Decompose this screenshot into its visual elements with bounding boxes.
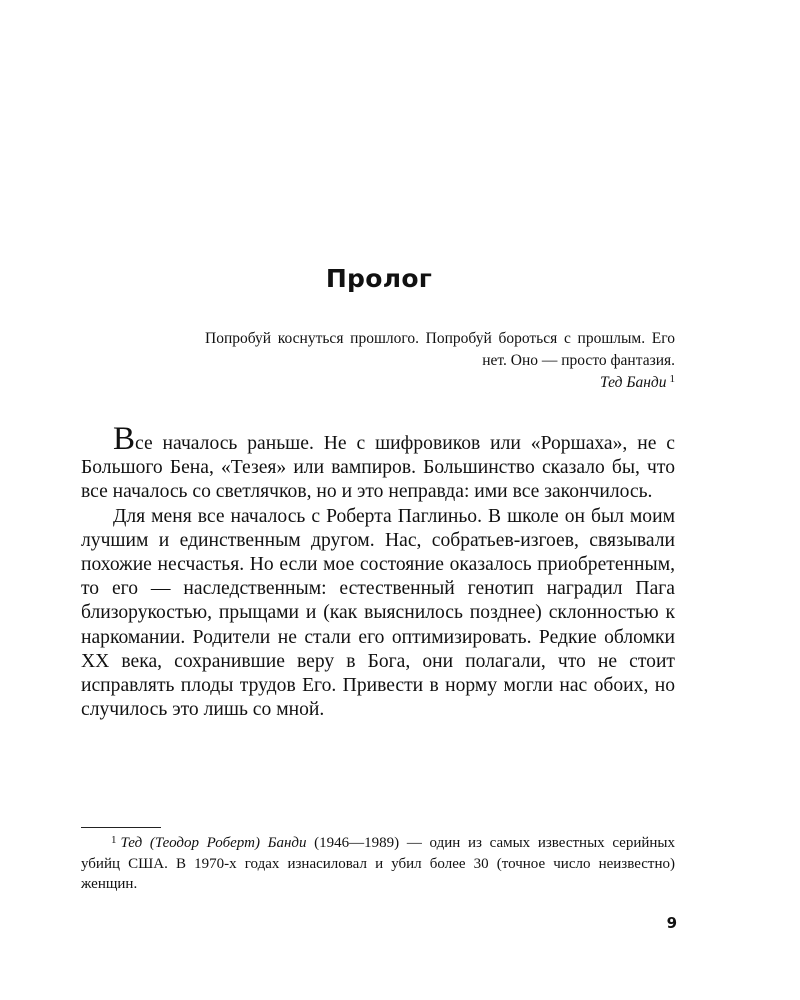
footnote-number: 1: [111, 834, 117, 846]
paragraph: [81, 421, 675, 505]
drop-cap: В: [113, 421, 136, 457]
chapter-title: Пролог: [325, 264, 433, 293]
epigraph-attribution: [205, 372, 675, 394]
footnote-reference[interactable]: 1: [669, 373, 675, 385]
footnote-text: (1946—1989) — один из самых известных серийных убийц США. В 1970-х годах изнасиловал и убил более 30 (точное число неизвестно) женщин.: [81, 835, 675, 892]
paragraph-text: се началось раньше. Не с шифровиков или «Роршаха», не с Большого Бена, «Тезея» или вампиров. Большинство сказало бы, что все началось со светлячков, но и это неправда: ими все закончилось.: [81, 433, 675, 503]
footnote: [81, 833, 675, 895]
epigraph-author: Тед Банди: [600, 374, 667, 391]
footnote-divider: [81, 827, 161, 828]
paragraph: Для меня все началось с Роберта Паглиньо. В школе он был моим лучшим и единственным другом. Нас, собратьев-изгоев, связывали похожие несчастья. Но если мое состояние оказалось приобретенным, то его — наследственным: естественный генотип наградил Пага близорукостью, прыщами и (как выяснилось позднее) склонностью к наркомании. Родители не стали его оптимизировать. Редкие обломки XX века, сохранившие веру в Бога, они полагали, что не стоит исправлять плоды трудов Его. Привести в норму могли нас обоих, но случилось это лишь со мной.: [81, 505, 675, 721]
page-number: 9: [666, 914, 677, 932]
footnote-name: Тед (Теодор Роберт) Банди: [120, 835, 307, 851]
epigraph-text: Попробуй коснуться прошлого. Попробуй бороться с прошлым. Его нет. Оно — просто фантазия.: [205, 330, 675, 369]
epigraph: [205, 328, 675, 394]
main-text: [81, 421, 675, 722]
